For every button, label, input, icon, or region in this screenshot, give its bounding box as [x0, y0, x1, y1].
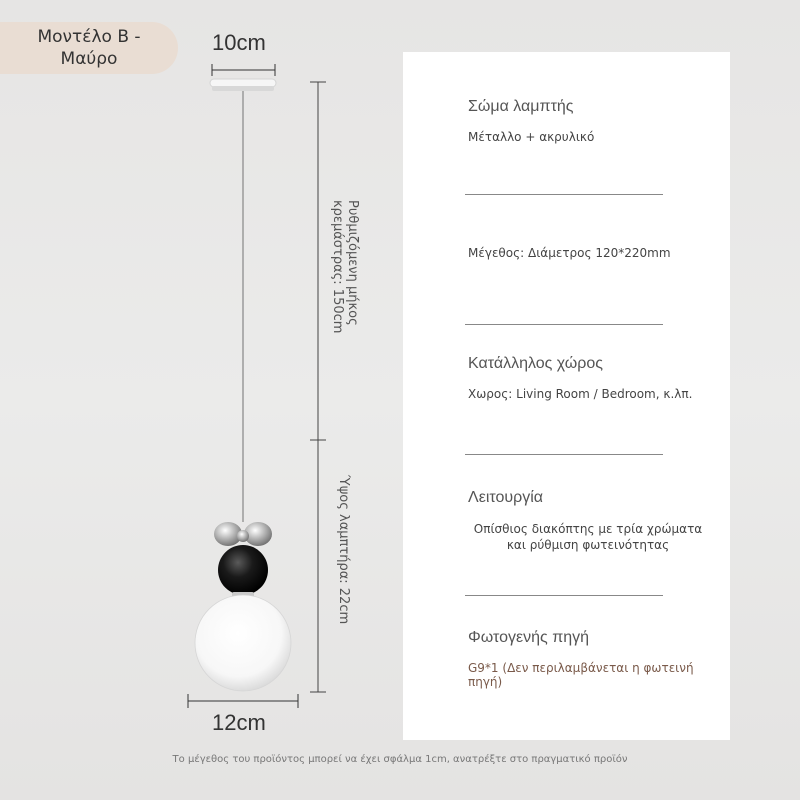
divider: [465, 454, 663, 455]
height-dimension-line: [310, 82, 326, 692]
divider: [465, 595, 663, 596]
spec-value: Χωρος: Living Room / Bedroom, κ.λπ.: [468, 387, 693, 401]
spec-value: Μέγεθος: Διάμετρος 120*220mm: [468, 246, 671, 260]
lamp-height-label: Ύψος λαμπτήρα: 22cm: [336, 475, 351, 625]
spec-title: Λειτουργία: [468, 489, 544, 506]
top-dimension-line: [212, 64, 275, 76]
spec-panel: [403, 52, 730, 740]
ceiling-canopy: [210, 79, 276, 91]
spec-title: Φωτογενής πηγή: [468, 629, 590, 646]
badge-line-1: Μοντέλο Β -: [37, 27, 141, 47]
bottom-width-label: 12cm: [212, 710, 266, 735]
top-width-label: 10cm: [212, 30, 266, 55]
spec-title: Κατάλληλος χώρος: [468, 355, 603, 372]
black-sphere: [218, 545, 268, 595]
spec-value: Μέταλλο + ακρυλικό: [468, 130, 595, 144]
spec-size: [468, 246, 728, 260]
badge-line-2: Μαύρο: [60, 49, 118, 69]
chrome-bow: [214, 522, 272, 546]
spec-body: [468, 98, 728, 144]
spec-function: [468, 489, 728, 553]
footnote: Το μέγεθος του προϊόντος μπορεί να έχει σφάλμα 1cm, ανατρέξτε στο πραγματικό προϊόν: [172, 754, 628, 765]
divider: [465, 324, 663, 325]
cable-length-label: Ρυθμιζόμενη μήκος κρεμάστρας: 150cm: [330, 200, 360, 334]
spec-value: Οπίσθιος διακόπτης με τρία χρώματα και ρύθμιση φωτεινότητας: [473, 522, 703, 552]
divider: [465, 194, 663, 195]
bottom-dimension-line: [188, 694, 298, 708]
spec-space: [468, 355, 728, 401]
spec-light-source: [468, 629, 728, 689]
spec-title: Σώμα λαμπτής: [468, 98, 574, 115]
white-globe: [195, 595, 291, 691]
spec-value: G9*1 (Δεν περιλαμβάνεται η φωτεινή πηγή): [468, 661, 694, 689]
